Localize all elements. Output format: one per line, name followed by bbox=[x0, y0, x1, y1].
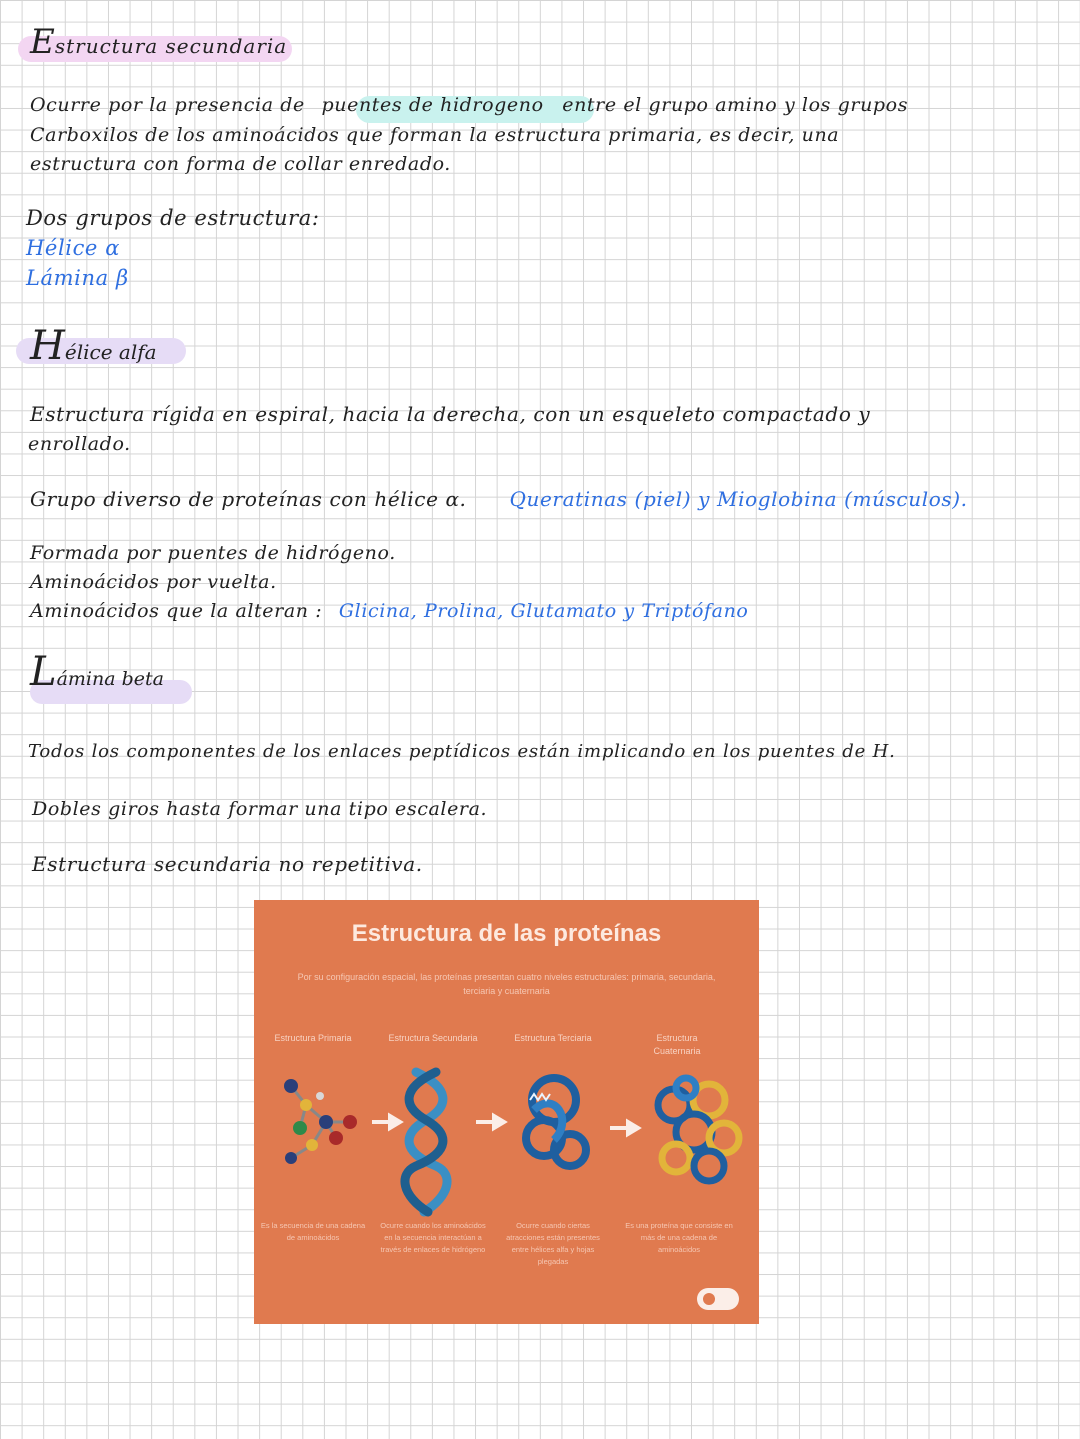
protein-structure-infographic bbox=[254, 900, 759, 1324]
arrow-icon bbox=[476, 1116, 504, 1128]
helix-title-rest: élice alfa bbox=[64, 340, 157, 364]
stage-desc-cuaternaria: Es una proteína que consiste en más de una cadena de aminoácidos bbox=[625, 1221, 733, 1254]
stage-desc-primaria: Es la secuencia de una cadena de aminoácidos bbox=[260, 1221, 366, 1242]
helix-p2-examples: Queratinas (piel) y Mioglobina (músculos). bbox=[509, 487, 968, 511]
groups-label: Dos grupos de estructura: bbox=[26, 206, 320, 230]
line1-highlight-text: puentes de hidrogeno bbox=[321, 94, 544, 116]
stage-label-secundaria: Estructura Secundaria bbox=[388, 1033, 478, 1043]
title-tail: structura secundaria bbox=[54, 34, 288, 58]
line1-start: Ocurre por la presencia de bbox=[30, 94, 305, 116]
section-title-secundaria bbox=[30, 22, 287, 62]
logo-badge-dot bbox=[703, 1293, 715, 1305]
infographic-subtitle: Por su configuración espacial, las proteínas presentan cuatro niveles estructurales: primaria, secundaria, terciaria y cuaternaria bbox=[297, 972, 716, 996]
sheet-line3: Estructura secundaria no repetitiva. bbox=[32, 852, 423, 876]
quaternary-structure-icon bbox=[658, 1078, 739, 1181]
stage-label-primaria: Estructura Primaria bbox=[274, 1033, 352, 1043]
group-helix: Hélice α bbox=[26, 236, 121, 260]
helix-p3-line1: Formada por puentes de hidrógeno. bbox=[30, 542, 396, 564]
secundaria-line2: Carboxilos de los aminoácidos que forman la estructura primaria, es decir, una bbox=[30, 124, 840, 146]
secundaria-line1 bbox=[30, 94, 908, 116]
stage-label-cuaternaria: Estructura Cuaternaria bbox=[653, 1033, 701, 1056]
helix-p2-text: Grupo diverso de proteínas con hélice α. bbox=[30, 487, 467, 511]
helix-title-initial: H bbox=[30, 323, 65, 369]
primary-structure-icon bbox=[284, 1079, 357, 1164]
helix-p3-label: Aminoácidos que la alteran : bbox=[30, 600, 323, 622]
infographic-title: Estructura de las proteínas bbox=[351, 920, 662, 947]
helix-amino-list: Glicina, Prolina, Glutamato y Triptófano bbox=[338, 600, 749, 622]
sheet-title-initial: L bbox=[30, 649, 57, 695]
stage-desc-secundaria: Ocurre cuando los aminoácidos en la secuencia interactúan a través de enlaces de hidrógeno bbox=[380, 1221, 486, 1254]
secundaria-line3: estructura con forma de collar enredado. bbox=[30, 153, 451, 175]
title-initial: E bbox=[30, 22, 55, 62]
stage-label-terciaria: Estructura Terciaria bbox=[514, 1033, 592, 1043]
helix-p3-line3 bbox=[30, 600, 748, 622]
section-title-lamina bbox=[30, 649, 164, 695]
helix-p2 bbox=[30, 487, 968, 511]
sheet-line1: Todos los componentes de los enlaces peptídicos están implicando en los puentes de H. bbox=[28, 741, 896, 762]
sheet-line2: Dobles giros hasta formar una tipo escalera. bbox=[32, 798, 488, 820]
line1-end: entre el grupo amino y los grupos bbox=[562, 94, 909, 116]
arrow-icon bbox=[372, 1116, 400, 1128]
stage-desc-terciaria: Ocurre cuando ciertas atracciones están presentes entre hélices alfa y hojas plegadas bbox=[506, 1221, 600, 1266]
helix-structure-icon bbox=[405, 1072, 447, 1212]
helix-p1-line2: enrollado. bbox=[28, 433, 131, 455]
sheet-title-rest: ámina beta bbox=[56, 668, 164, 690]
arrow-icon bbox=[610, 1122, 638, 1134]
logo-badge bbox=[697, 1288, 739, 1310]
group-sheet: Lámina β bbox=[26, 266, 129, 290]
helix-p1-line1: Estructura rígida en espiral, hacia la derecha, con un esqueleto compactado y bbox=[30, 402, 871, 426]
tertiary-structure-icon bbox=[526, 1078, 586, 1166]
helix-p3-line2: Aminoácidos por vuelta. bbox=[30, 571, 277, 593]
section-title-helice bbox=[30, 323, 157, 369]
